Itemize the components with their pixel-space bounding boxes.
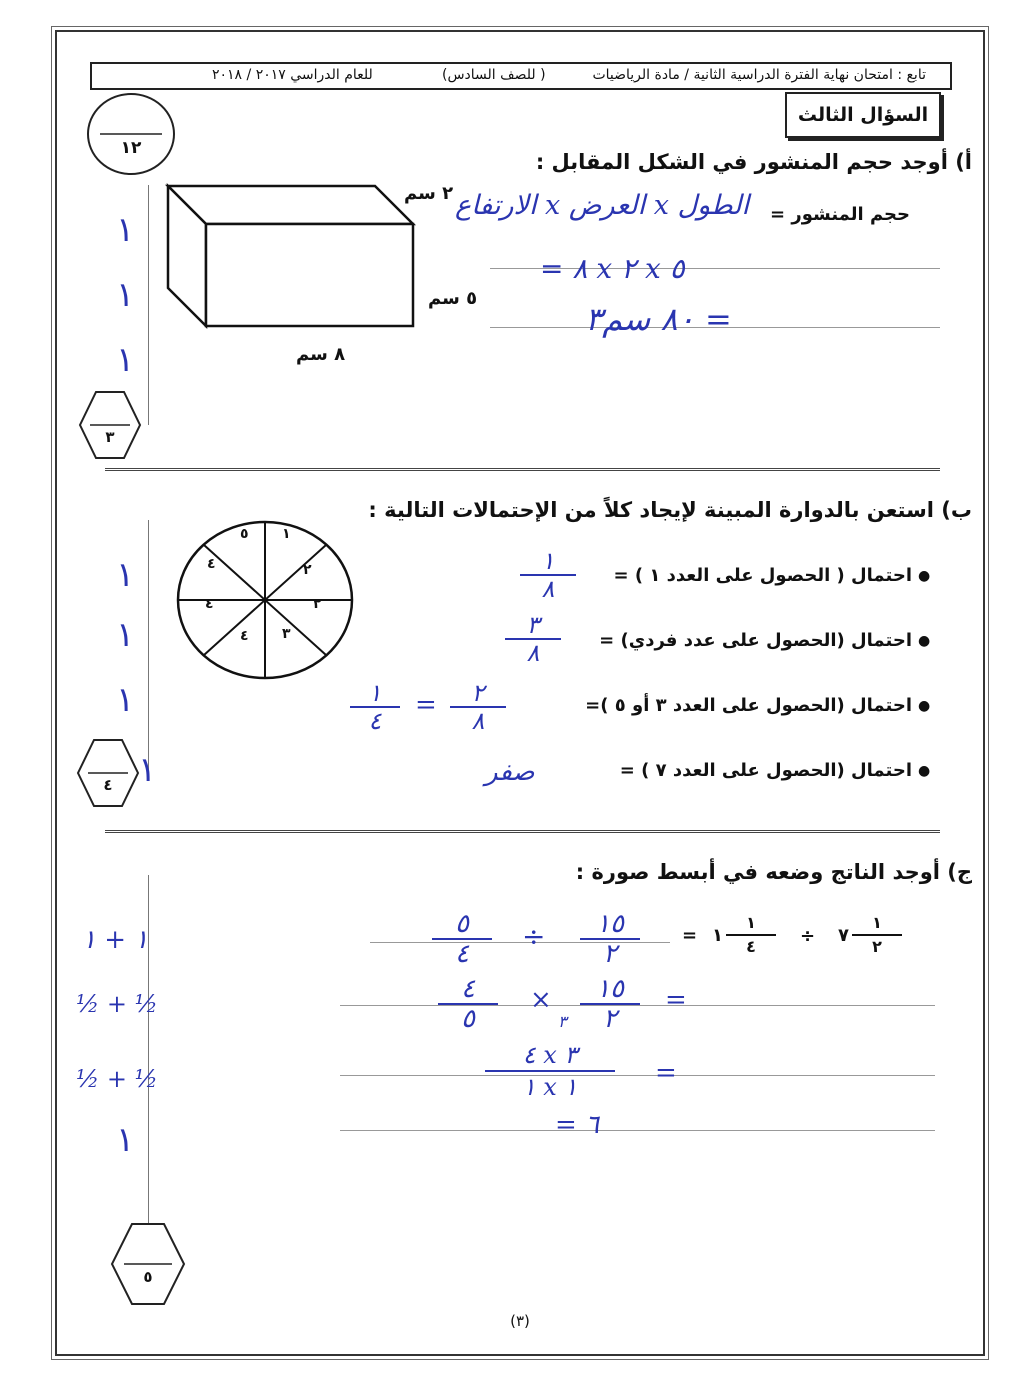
work1-num1: ١٥ (596, 909, 624, 939)
work2-small: ٣ (558, 1012, 567, 1031)
part-a-question: أ) أوجد حجم المنشور في الشكل المقابل : (535, 150, 972, 174)
work-line-4 (340, 1130, 935, 1131)
mark-a-1: ١ (116, 210, 135, 250)
work1-frac2 (432, 910, 492, 968)
mark-a-3: ١ (116, 340, 135, 380)
prob-item-2: احتمال (الحصول على عدد فردي) = (599, 630, 912, 651)
total-score-circle (86, 92, 176, 176)
work2-num1: ١٥ (596, 974, 624, 1004)
spinner-num-1: ١ (282, 526, 291, 542)
margin-line-b (148, 520, 149, 770)
work1-num2: ٥ (455, 909, 469, 939)
mark-a-2: ١ (116, 275, 135, 315)
spinner-figure (176, 520, 356, 680)
bullet-1: ● (918, 568, 931, 584)
work2-den2: ٥ (438, 1003, 498, 1033)
hand-line-3: = ٨٠ سم٣ (585, 300, 732, 338)
spinner-num-5: ٥ (240, 526, 249, 542)
answer-3-equals: = (415, 690, 437, 720)
answer-3 (450, 680, 506, 734)
mark-c-4: ١ (116, 1120, 135, 1160)
work1-den1: ٢ (580, 938, 640, 968)
mark-b-3: ١ (116, 680, 135, 720)
answer-4: صفر (485, 757, 535, 787)
problem-equals: = (682, 925, 698, 946)
problem-frac2 (726, 912, 776, 958)
score-b-hexagon (76, 738, 140, 808)
bullet-4: ● (918, 763, 931, 779)
work2-num2: ٤ (461, 974, 475, 1004)
mark-c-1: ١ + ١ (82, 925, 149, 955)
spinner-num-2a: ٢ (303, 562, 312, 578)
header-title: تابع : امتحان نهاية الفترة الدراسية الثانية / مادة الرياضيات (592, 67, 926, 83)
problem-num1: ١ (872, 913, 882, 932)
part-c-question: ج) أوجد الناتج وضعه في أبسط صورة : (575, 860, 972, 884)
work3-frac (485, 1040, 615, 1102)
work2-frac1 (580, 975, 640, 1033)
volume-formula-label: حجم المنشور = (770, 204, 910, 225)
score-b-badge (76, 738, 140, 812)
work1-div: ÷ (522, 920, 546, 953)
prob-item-3: احتمال (الحصول على العدد ٣ أو ٥ )= (585, 695, 912, 716)
spinner-num-4a: ٤ (240, 628, 249, 644)
answer-3-simp-num: ١ (368, 679, 382, 707)
exam-header (90, 62, 952, 90)
problem-whole1: ٧ (838, 925, 849, 946)
header-year: للعام الدراسي ٢٠١٧ / ٢٠١٨ (212, 67, 373, 83)
margin-line-a (148, 185, 149, 425)
spinner-num-2b: ٢ (313, 596, 322, 612)
problem-den2: ٤ (726, 934, 776, 958)
work2-frac2 (438, 975, 498, 1033)
prism-height-label: ٢ سم (404, 183, 454, 204)
answer-1-den: ٨ (520, 574, 576, 602)
mark-c-3: ½ + ½ (76, 1065, 158, 1093)
mark-b-4: ١ (138, 750, 157, 790)
score-a-value: ٣ (105, 428, 115, 446)
answer-3-num: ٢ (471, 679, 485, 707)
work2-den1: ٢ (580, 1003, 640, 1033)
score-c-value: ٥ (143, 1268, 153, 1286)
spinner-num-4c: ٤ (207, 556, 216, 572)
bullet-2: ● (918, 633, 931, 649)
page-number: (٣) (510, 1312, 530, 1330)
mark-b-2: ١ (116, 615, 135, 655)
problem-frac1 (852, 912, 902, 958)
score-c-badge (110, 1222, 186, 1310)
score-c-hexagon (110, 1222, 186, 1306)
work1-frac1 (580, 910, 640, 968)
part-b-question: ب) استعن بالدوارة المبينة لإيجاد كلاً من الإحتمالات التالية : (368, 498, 972, 522)
work3-equals: = (655, 1058, 677, 1088)
work3-top: ٣ x ٤ (522, 1041, 578, 1069)
mark-b-1: ١ (116, 555, 135, 595)
spinner-num-3: ٣ (282, 626, 291, 642)
hand-line-2: = ٨ x ٢ x ٥ (540, 252, 685, 285)
problem-op: ÷ (800, 926, 816, 947)
prism-length-label: ٨ سم (296, 344, 346, 365)
answer-3-simplified (350, 680, 400, 734)
prism-figure (160, 178, 420, 330)
header-grade: ( للصف السادس) (442, 67, 546, 83)
problem-whole2: ١ (712, 925, 723, 946)
answer-2-den: ٨ (505, 638, 561, 666)
work3-bottom: ١ x ١ (485, 1070, 615, 1102)
prob-item-4: احتمال (الحصول على العدد ٧ ) = (619, 760, 912, 781)
separator-2 (105, 830, 940, 833)
question-title: السؤال الثالث (785, 92, 941, 138)
score-a-badge (78, 390, 142, 464)
separator-1 (105, 468, 940, 471)
work1-den2: ٤ (432, 938, 492, 968)
score-b-value: ٤ (103, 776, 113, 794)
total-score-shape (86, 92, 176, 176)
work4: = ٦ (555, 1110, 600, 1140)
answer-2-num: ٣ (526, 611, 540, 639)
problem-num2: ١ (746, 913, 756, 932)
total-score-value: ١٢ (120, 138, 142, 158)
prism-width-label: ٥ سم (428, 288, 478, 309)
problem-den1: ٢ (852, 934, 902, 958)
work2-times: × (530, 985, 552, 1015)
answer-1 (520, 548, 576, 602)
prob-item-1: احتمال ( الحصول على العدد ١ ) = (613, 565, 912, 586)
work2-equals: = (665, 985, 687, 1015)
bullet-3: ● (918, 698, 931, 714)
spinner-num-4b: ٤ (205, 596, 214, 612)
answer-1-num: ١ (541, 547, 555, 575)
score-a-hexagon (78, 390, 142, 460)
answer-2 (505, 612, 561, 666)
work-line-3 (340, 1075, 935, 1076)
mark-c-2: ½ + ½ (76, 990, 158, 1018)
hand-formula: الطول x العرض x الارتفاع (455, 190, 749, 221)
answer-3-den: ٨ (450, 706, 506, 734)
answer-3-simp-den: ٤ (350, 706, 400, 734)
